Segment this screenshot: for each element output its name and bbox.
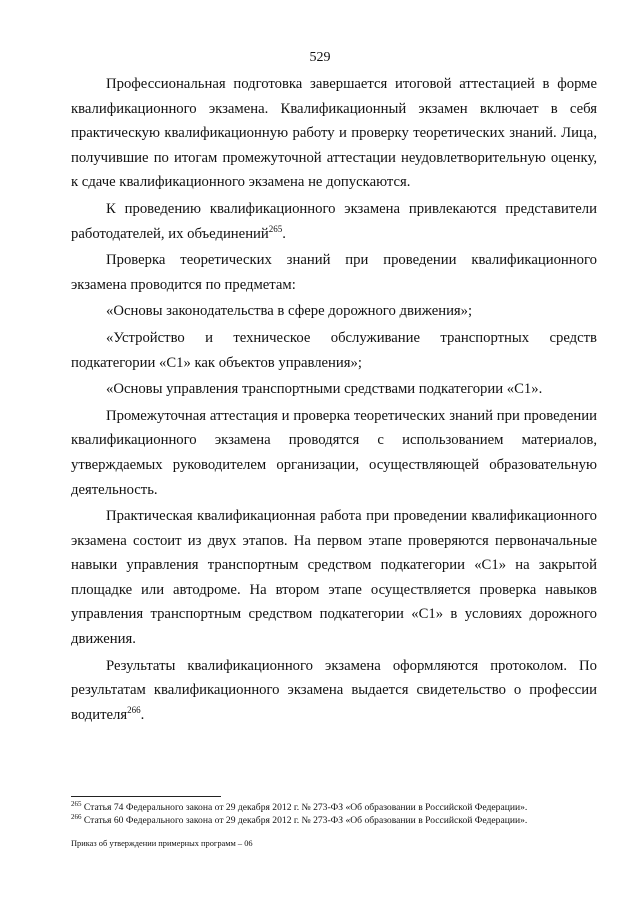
footnote-265: $^{265}$ Статья 74 Федерального закона от 29 декабря 2012 г. № 273-ФЗ «Об образовании в Российской Федерации».: [71, 800, 528, 813]
footnote-ref-265[interactable]: 265: [268, 223, 283, 234]
footnote-ref-266[interactable]: 266: [127, 704, 141, 715]
footnotes: [71, 802, 611, 827]
paragraph-employers: К проведению квалификационного экзамена привлекаются представители работодателей, их объединений$^{265}$.: [71, 200, 597, 242]
list-item-subject-2: «Устройство и техническое обслуживание транспортных средств подкатегории «С1» как объектов управления»;: [71, 329, 597, 371]
footnote-266: $^{266}$ Статья 60 Федерального закона от 29 декабря 2012 г. № 273-ФЗ «Об образовании в Российской Федерации».: [71, 812, 528, 826]
footnote-divider: [71, 796, 221, 797]
list-item-subject-1: «Основы законодательства в сфере дорожного движения»;: [106, 303, 473, 320]
paragraph-theory-check: Проверка теоретических знаний при проведении квалификационного экзамена проводится по предметам:: [71, 252, 597, 293]
body-text: [71, 72, 597, 729]
page-number: 529: [309, 50, 331, 65]
paragraph-final-attestation: Профессиональная подготовка завершается итоговой аттестацией в форме квалификационного экзамена. Квалификационный экзамен включает в себя практическую квалификационную работу и проверку теоретических знаний. Лица, получившие по итогам промежуточной аттестации неудовлетворительную оценку, к сдаче квалификационного экзамена не допускаются.: [71, 76, 597, 191]
paragraph-practical-work: Практическая квалификационная работа при проведении квалификационного экзамена состоит из двух этапов. На первом этапе проверяются первоначальные навыки управления транспортным средством подкатегории «С1» на закрытой площадке или автодроме. На втором этапе осуществляется проверка навыков управления транспортным средством подкатегории «С1» в условиях дорожного движения.: [71, 508, 597, 648]
paragraph-intermediate-attestation: Промежуточная аттестация и проверка теоретических знаний при проведении квалификационного экзамена проводятся с использованием материалов, утверждаемых руководителем организации, осуществляющей образовательную деятельность.: [71, 407, 597, 498]
list-item-subject-3: «Основы управления транспортными средствами подкатегории «С1».: [106, 381, 543, 398]
paragraph-results: Результаты квалификационного экзамена оформляются протоколом. По результатам квалификационного экзамена выдается свидетельство о профессии водителя$^{266}$.: [71, 657, 597, 723]
page-footer: Приказ об утверждении примерных программ – 06: [71, 839, 253, 848]
